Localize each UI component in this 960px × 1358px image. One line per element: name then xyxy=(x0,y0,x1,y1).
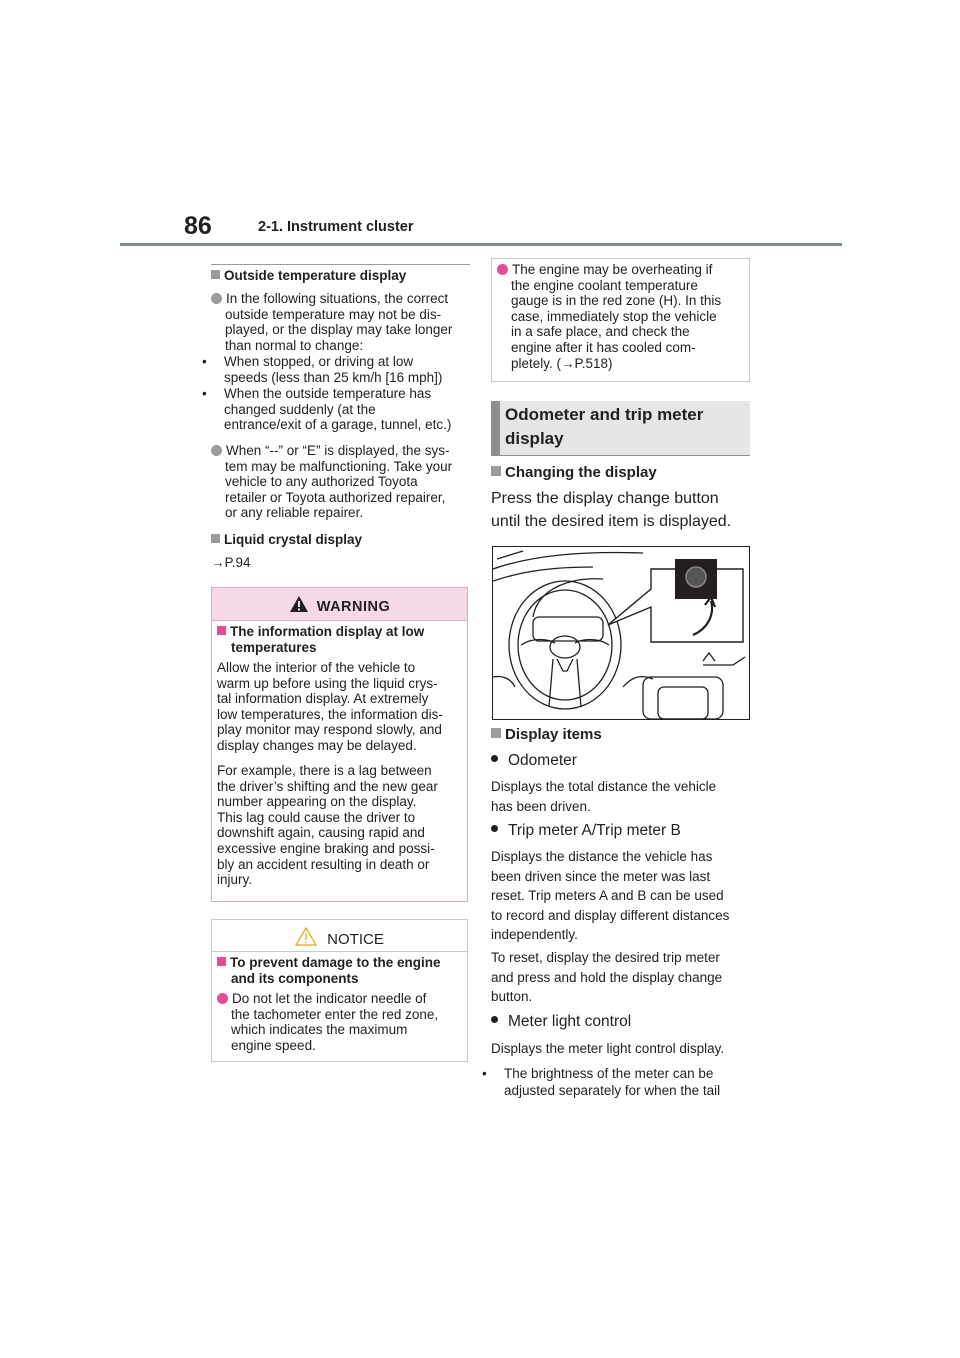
outside-temp-heading: Outside temperature display xyxy=(211,268,471,284)
circle-bullet-icon xyxy=(497,264,508,275)
odometer-section-banner xyxy=(491,401,750,455)
banner-accent-bar xyxy=(491,401,500,455)
warning-header-rule xyxy=(212,620,467,621)
caution-triangle-icon xyxy=(295,927,317,950)
outside-temp-sub-2: • When the outside temperature has changed suddenly (at the entrance/exit of a garage, tunnel, etc.) xyxy=(202,386,452,433)
circle-bullet-icon xyxy=(211,293,222,304)
trip-meter-description: Displays the distance the vehicle has been driven since the meter was last reset. Trip meters A and B can be used to record and display different distances independently. xyxy=(491,849,730,942)
overheat-bullet: The engine may be overheating if the engine coolant temperature gauge is in the red zone (H). In this case, immediately stop the vehicle in a safe place, and check the engine after it has cooled com- pletely. (→P.518) xyxy=(497,262,763,371)
square-bullet-icon xyxy=(491,728,501,738)
square-bullet-icon xyxy=(211,534,220,543)
warning-box xyxy=(211,587,468,902)
warning-paragraph-2: For example, there is a lag between the driver’s shifting and the new gear number appearing on the display. This lag could cause the driver to downshift again, causing rapid and excessive engine braking and possi- bly an accident resulting in death or injury. xyxy=(217,763,438,888)
disc-bullet-icon xyxy=(491,825,498,832)
square-bullet-icon xyxy=(491,466,501,476)
lcd-page-reference[interactable]: →P.94 xyxy=(211,555,251,570)
changing-display-heading: Changing the display xyxy=(491,464,753,481)
notice-heading: To prevent damage to the engine and its components xyxy=(217,955,479,987)
warning-heading: The information display at low temperatures xyxy=(217,624,479,656)
notice-title: NOTICE xyxy=(212,927,467,950)
trip-meter-item-label: Trip meter A/Trip meter B xyxy=(491,822,753,840)
outside-temp-bullet-1: In the following situations, the correct outside temperature may not be dis- played, or the display may take longer than normal to change: xyxy=(211,291,485,353)
disc-bullet-icon xyxy=(491,1016,498,1023)
square-bullet-icon xyxy=(217,626,226,635)
odometer-section-title: Odometer and trip meter display xyxy=(505,405,704,448)
header-rule xyxy=(120,243,842,246)
section-separator xyxy=(211,264,470,265)
section-title: 2-1. Instrument cluster xyxy=(258,219,414,235)
display-items-heading: Display items xyxy=(491,726,753,743)
overheat-note-box xyxy=(491,258,750,382)
disc-bullet-icon xyxy=(491,755,498,762)
banner-rule xyxy=(491,455,750,456)
meter-light-sub-bullet: • The brightness of the meter can be adjusted separately for when the tail xyxy=(482,1066,721,1098)
outside-temp-bullet-2: When “--” or “E” is displayed, the sys- tem may be malfunctioning. Take your vehicle to any authorized Toyota retailer or Toyota authorized repairer, or any reliable repairer. xyxy=(211,443,485,521)
notice-box xyxy=(211,919,468,1062)
circle-bullet-icon xyxy=(217,993,228,1004)
dot-bullet-icon: • xyxy=(202,386,207,401)
notice-header-rule xyxy=(212,951,467,952)
trip-meter-reset-text: To reset, display the desired trip meter and press and hold the display change button. xyxy=(491,950,723,1004)
warning-paragraph-1: Allow the interior of the vehicle to warm up before using the liquid crys- tal information display. At extremely low temperatures, the information dis- play monitor may respond slowly, and display changes may be delayed. xyxy=(217,660,443,753)
outside-temp-sub-1: • When stopped, or driving at low speeds (less than 25 km/h [16 mph]) xyxy=(202,354,443,385)
notice-bullet: Do not let the indicator needle of the tachometer enter the red zone, which indicates the maximum engine speed. xyxy=(217,991,481,1053)
odometer-description: Displays the total distance the vehicle has been driven. xyxy=(491,779,717,814)
steering-wheel-drawing xyxy=(493,547,749,719)
meter-light-description: Displays the meter light control display. xyxy=(491,1041,725,1056)
warning-title: WARNING xyxy=(212,595,467,617)
dot-bullet-icon: • xyxy=(482,1066,487,1081)
square-bullet-icon xyxy=(217,957,226,966)
lcd-heading: Liquid crystal display xyxy=(211,532,471,548)
meter-light-item-label: Meter light control xyxy=(491,1013,753,1031)
changing-display-text: Press the display change button until the desired item is displayed. xyxy=(491,490,732,530)
circle-bullet-icon xyxy=(211,445,222,456)
dot-bullet-icon: • xyxy=(202,354,207,369)
square-bullet-icon xyxy=(211,270,220,279)
page-number: 86 xyxy=(184,212,212,240)
warning-triangle-icon xyxy=(289,595,309,617)
steering-wheel-illustration xyxy=(492,546,750,720)
odometer-item-label: Odometer xyxy=(491,752,753,770)
